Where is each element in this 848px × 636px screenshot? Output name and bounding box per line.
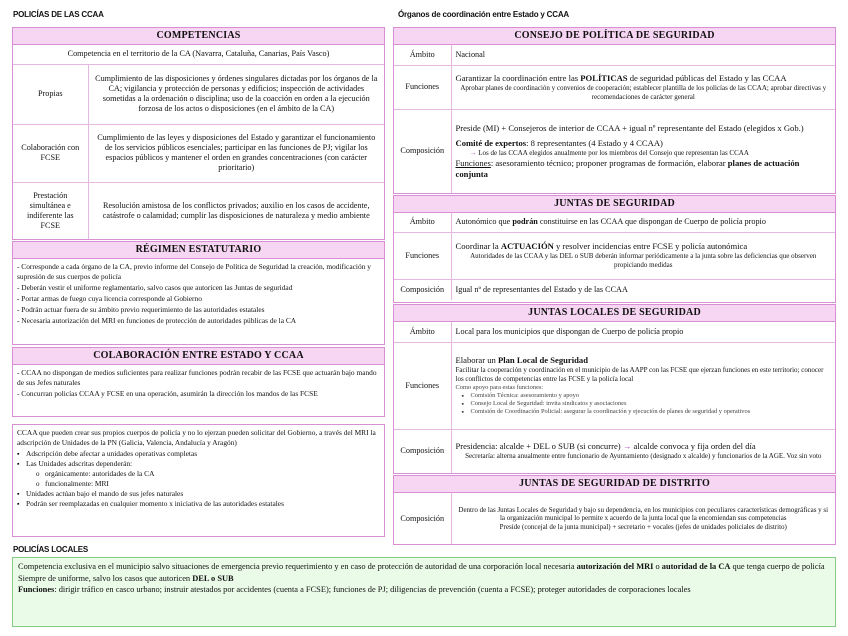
adscripcion-subitem: o orgánicamente: autoridades de la CA [36, 469, 380, 479]
comite-expertos-text: : 8 representantes (4 Estado y 4 CCAA) [526, 137, 663, 148]
juntas-composicion: Igual nº de representantes del Estado y de las CCAA [455, 284, 628, 294]
title-organos-coordinacion: Órganos de coordinación entre Estado y CCAA [398, 10, 569, 19]
juntas-locales-box [393, 304, 836, 474]
colaboracion-item: - Concurran policías CCAA y FCSE en una operación, asumirán la dirección los mandos de las FCSE [17, 389, 318, 398]
competencia-label: Propias [13, 64, 88, 124]
juntas-locales-header: JUNTAS LOCALES DE SEGURIDAD [394, 305, 835, 322]
comite-funciones-bold: planes de actuación conjunta [455, 157, 800, 179]
juntas-funciones-bold: ACTUACIÓN [500, 241, 554, 252]
adscripcion-item: ▪ Podrán ser reemplazadas en cualquier momento x iniciativa de las autoridades estatales [17, 499, 380, 509]
adscripcion-item [17, 459, 380, 489]
locales-ambito-label: Ámbito [394, 322, 451, 342]
apoyo-item: ▪ Consejo Local de Seguridad: invita sindicatos y asociaciones [462, 400, 832, 408]
regimen-item: - Portar armas de fuego cuya licencia corresponde al Gobierno [17, 294, 202, 303]
regimen-header: RÉGIMEN ESTATUTARIO [13, 242, 384, 259]
juntas-ambito-label: Ámbito [394, 213, 451, 232]
adscripcion-box [12, 424, 385, 537]
consejo-ambito: Nacional [451, 45, 835, 65]
juntas-funciones-sub: Autoridades de las CCAA y las DEL o SUB deberán informar periódicamente a la junta sobre las deficiencias que observen propiciando medidas [470, 252, 817, 269]
juntas-table [394, 213, 835, 300]
apoyo-list [456, 392, 832, 416]
policias-locales-line-1: Competencia exclusiva en el municipio salvo situaciones de emergencia previo requerimiento y en caso de protección de autoridad de una corporación local necesaria autorización del MRI o autoridad de la CA que tenga cuerpo de policía [18, 562, 825, 571]
colaboracion-list [13, 365, 384, 403]
colaboracion-header: COLABORACIÓN ENTRE ESTADO Y CCAA [13, 348, 384, 365]
juntas-header: JUNTAS DE SEGURIDAD [394, 196, 835, 213]
juntas-ambito: Autonómico que podrán constituirse en las CCAA que dispongan de Cuerpo de policía propio [451, 213, 835, 232]
juntas-locales-table [394, 322, 835, 473]
consejo-table [394, 45, 835, 193]
regimen-box [12, 241, 385, 345]
juntas-box [393, 195, 836, 303]
distrito-text-2: Preside (concejal de la junta municipal) + secretario + vocales (jefes de unidades policiales de distrito) [499, 522, 787, 531]
consejo-header: CONSEJO DE POLÍTICA DE SEGURIDAD [394, 28, 835, 45]
title-policias-locales: POLICÍAS LOCALES [13, 545, 89, 554]
competencia-text: Cumplimiento de las leyes y disposiciones del Estado y garantizar el funcionamiento de los servicios públicos esenciales; participar en las funciones de PJ; vigilar los espacios públicos y mantener el orden en grandes concentraciones (con carácter prioritario) [88, 124, 384, 182]
adscripcion-content [13, 425, 384, 512]
adscripcion-item-text: Las Unidades adscritas dependerán: [26, 459, 133, 468]
consejo-funciones-bold: POLÍTICAS [580, 72, 628, 83]
title-policias-ccaa: POLICÍAS DE LAS CCAA [13, 10, 104, 19]
regimen-item: - Podrán actuar fuera de su ámbito previo requerimiento de las autoridades estatales [17, 305, 265, 314]
adscripcion-list [17, 449, 380, 509]
arrow-icon: → [622, 441, 632, 452]
consejo-funciones-pre: Garantizar la coordinación entre las [455, 72, 581, 83]
competencias-box [12, 27, 385, 240]
locales-ambito: Local para los municipios que dispongan de Cuerpo de policía propio [451, 322, 835, 342]
competencia-label: Prestación simultánea e indiferente las FCSE [13, 182, 88, 240]
distrito-composicion [451, 493, 835, 544]
comite-expertos-label: Comité de expertos [455, 137, 527, 148]
comite-funciones-text: : asesoramiento técnico; proponer programas de formación, elaborar [490, 157, 728, 168]
colaboracion-box [12, 347, 385, 417]
juntas-funciones-label: Funciones [394, 232, 451, 279]
consejo-funciones-sub: Aprobar planes de coordinación y convenios de cooperación; establecer plantilla de los policías de las CCAA; aprobar directivas y recomendaciones de carácter general [460, 83, 827, 101]
distrito-composicion-label: Composición [394, 493, 451, 544]
consejo-composicion-label: Composición [394, 109, 451, 193]
policias-locales-line-3: Funciones: dirigir tráfico en casco urbano; instruir atestados por accidentes (cuenta a FCSE); funciones de PJ; diligencias de prevención (cuenta a FCSE); proteger autoridades de corporaciones locales [18, 585, 691, 595]
adscripcion-sublist [36, 469, 380, 489]
consejo-composicion [451, 109, 835, 193]
competencias-header: COMPETENCIAS [13, 28, 384, 45]
distrito-text: Dentro de las Juntas Locales de Seguridad y bajo su dependencia, en los municipios con peculiares características demográficas y si la organización municipal lo permite x acuerdo de la junta local que la encomiendan sus competencias [458, 505, 829, 523]
distrito-table [394, 493, 835, 544]
adscripcion-item: ▪ Adscripción debe afectar a unidades operativas completas [17, 449, 380, 459]
comite-expertos-sub: → Los de las CCAA elegidos anualmente por los miembros del Consejo que representan las CCAA [469, 148, 749, 157]
competencia-label: Colaboración con FCSE [13, 124, 88, 182]
consejo-funciones-label: Funciones [394, 65, 451, 109]
comite-funciones-label: Funciones [455, 157, 491, 168]
competencia-text: Cumplimiento de las disposiciones y órdenes singulares dictadas por los órganos de la CA; vigilancia y protección de personas y edificios; inspección de actividades sometidas a la ordenación o disciplina; uso de la coacción en orden a la ejecución forzosa de los actos o disposiciones (en el ámbito de la CA) [88, 64, 384, 124]
locales-composicion-label: Composición [394, 429, 451, 473]
juntas-ambito-bold: podrán [512, 217, 538, 227]
policias-locales-line-2: Siempre de uniforme, salvo los casos que autoricen DEL o SUB [18, 573, 234, 583]
adscripcion-subitem: o funcionalmente: MRI [36, 479, 380, 489]
plan-local-label: Plan Local de Seguridad [497, 355, 588, 366]
consejo-box [393, 27, 836, 194]
locales-funciones-label: Funciones [394, 342, 451, 429]
competencias-table [13, 45, 384, 240]
apoyo-item: ▪ Comisión de Coordinación Policial: asegurar la coordinación y ejecución de planes de seguridad y operativos [462, 408, 832, 416]
locales-composicion-sub: Secretaría: alterna anualmente entre funcionario de Ayuntamiento (designado x alcalde) y funcionarios de la AGE. Voz sin voto [465, 452, 822, 461]
regimen-item: - Deberán vestir el uniforme reglamentario, salvo casos que autoricen las Juntas de seguridad [17, 283, 293, 292]
regimen-item: - Corresponde a cada órgano de la CA, previo informe del Consejo de Política de Seguridad la creación, modificación y supresión de sus cuerpos de policía [17, 262, 371, 281]
competencia-text: Resolución amistosa de los conflictos privados; auxilio en los casos de accidente, catástrofe o calamidad; cumplir las disposiciones de naturaleza y medio ambiente [102, 201, 370, 221]
arrow-icon: → [469, 148, 479, 157]
consejo-composicion-main: Preside (MI) + Consejeros de interior de CCAA + igual nº representante del Estado (elegidos x Gob.) [455, 122, 804, 133]
locales-funciones-sub: Facilitar la cooperación y coordinación en el municipio de las AAPP con las FCSE que ejerzan funciones en este territorio; conocer los conflictos de competencias entre las FCSE y la policía local [455, 366, 824, 383]
locales-composicion: Presidencia: alcalde + DEL o SUB (si concurre) → alcalde convoca y fija orden del día Secretaría: alterna anualmente entre funcionario de Ayuntamiento (designado x alcalde) y funcionarios de la AGE. Voz sin voto [451, 429, 835, 473]
locales-funciones: Elaborar un Plan Local de Seguridad Facilitar la cooperación y coordinación en el municipio de las AAPP con las FCSE que ejerzan funciones en este territorio; conocer los conflictos de competencias entre las FCSE y la policía local Como apoyo para estas funciones: ▪ Comisión Técnica: asesoramiento y apoyo ▪ Consejo Local de Seguridad: invita sindicatos y asociaciones ▪ Comisión de Coordinación Policial: asegurar la coordinación y ejecución de planes de seguridad y operativos [451, 342, 835, 429]
consejo-funciones [451, 65, 835, 109]
consejo-funciones-post: de seguridad públicas del Estado y las CCAA [627, 72, 787, 83]
competencias-intro: Competencia en el territorio de la CA (Navarra, Cataluña, Canarias, País Vasco) [13, 45, 384, 64]
distrito-header: JUNTAS DE SEGURIDAD DE DISTRITO [394, 476, 835, 493]
distrito-box [393, 475, 836, 545]
adscripcion-item: ▪ Unidades actúan bajo el mando de sus jefes naturales [17, 489, 380, 499]
regimen-list [13, 259, 384, 330]
apoyo-item: ▪ Comisión Técnica: asesoramiento y apoyo [462, 392, 832, 400]
regimen-item: - Necesaria autorización del MRI en funciones de protección de autoridades públicas de la CA [17, 316, 297, 325]
colaboracion-item: - CCAA no dispongan de medios suficientes para realizar funciones podrán recabir de las FCSE que actuarán bajo mando de sus Jefes naturales [17, 368, 377, 387]
policias-locales-box [12, 557, 836, 627]
juntas-funciones: Coordinar la ACTUACIÓN y resolver incidencias entre FCSE y policía autonómica Autoridades de las CCAA y las DEL o SUB deberán informar periódicamente a la junta sobre las deficiencias que observen propiciando medidas [451, 232, 835, 279]
adscripcion-intro: CCAA que pueden crear sus propios cuerpos de policía y no lo ejerzan pueden solicitar del Gobierno, a través del MRI la adscripción de Unidades de la PN (Galicia, Valencia, Andalucía y Aragón) [17, 428, 376, 447]
consejo-ambito-label: Ámbito [394, 45, 451, 65]
apoyo-label: Como apoyo para estas funciones: [455, 383, 544, 391]
juntas-composicion-label: Composición [394, 279, 451, 300]
